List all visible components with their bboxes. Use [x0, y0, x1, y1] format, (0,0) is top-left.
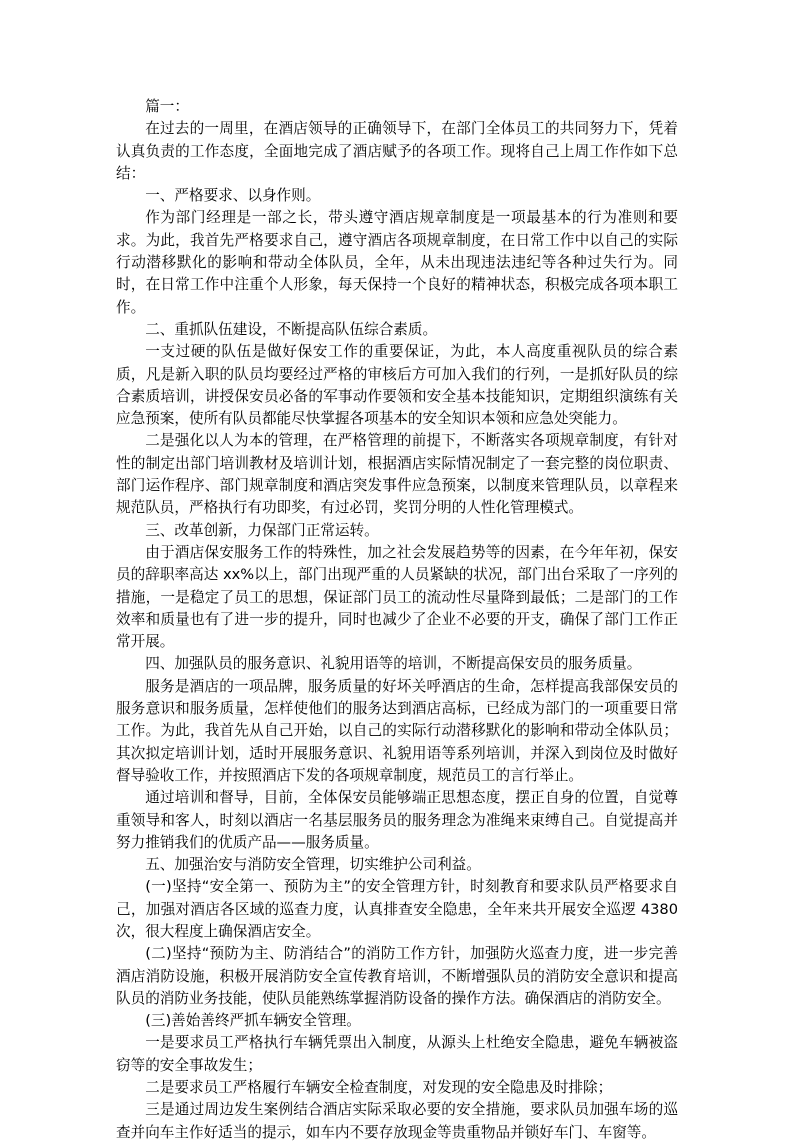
subsection-heading: (三)善始善终严抓车辆安全管理。: [145, 1012, 361, 1030]
section-heading: 二、重抓队伍建设，不断提高队伍综合素质。: [145, 320, 438, 338]
section-heading: 四、加强队员的服务意识、礼貌用语等的培训，不断提高保安员的服务质量。: [145, 655, 642, 673]
body-paragraph: 三是通过周边发生案例结合酒店实际采取必要的安全措施，要求队员加强车场的巡查并向车主作好适当的提示，如车内不要存放现金等贵重物品并锁好车门、车窗等。: [116, 1101, 678, 1141]
body-paragraph: 一是要求员工严格执行车辆凭票出入制度，从源头上杜绝安全隐患，避免车辆被盗窃等的安全事故发生；: [116, 1034, 678, 1074]
body-paragraph: 二是强化以人为本的管理，在严格管理的前提下，不断落实各项规章制度，有针对性的制定出部门培训教材及培训计划，根据酒店实际情况制定了一套完整的岗位职责、部门运作程序、部门规章制度和酒店突发事件应急预案，以制度来管理队员，以章程来规范队员，严格执行有功即奖，有过必罚，奖罚分明的人性化管理模式。: [116, 432, 678, 517]
body-paragraph: 一支过硬的队伍是做好保安工作的重要保证，为此，本人高度重视队员的综合素质，凡是新入职的队员均要经过严格的审核后方可加入我们的行列，一是抓好队员的综合素质培训，讲授保安员必备的军事动作要领和安全基本技能知识，定期组织演练有关应急预案，使所有队员都能尽快掌握各项基本的安全知识本领和应急处突能力。: [116, 343, 678, 428]
body-paragraph: 二是要求员工严格履行车辆安全检查制度，对发现的安全隐患及时排除；: [145, 1079, 613, 1097]
body-paragraph: 通过培训和督导，目前，全体保安员能够端正思想态度，摆正自身的位置，自觉尊重领导和客人，时刻以酒店一名基层服务员的服务理念为准绳来束缚自己。自觉提高并努力推销我们的优质产品——服务质量。: [116, 789, 678, 851]
section-heading: 篇一：: [145, 98, 189, 115]
body-paragraph: 在过去的一周里，在酒店领导的正确领导下，在部门全体员工的共同努力下，凭着认真负责的工作态度，全面地完成了酒店赋予的各项工作。现将自己上周工作作如下总结：: [116, 120, 678, 182]
body-paragraph: 服务是酒店的一项品牌，服务质量的好坏关呼酒店的生命，怎样提高我部保安员的服务意识和服务质量，怎样使他们的服务达到酒店高标，已经成为部门的一项重要日常工作。为此，我首先从自己开始，以自己的实际行动潜移默化的影响和带动全体队员；其次拟定培训计划，适时开展服务意识、礼貌用语等系列培训，并深入到岗位及时做好督导验收工作，并按照酒店下发的各项规章制度，规范员工的言行举止。: [116, 677, 678, 784]
section-heading: 五、加强治安与消防安全管理，切实维护公司利益。: [145, 856, 481, 874]
body-paragraph: 作为部门经理是一部之长，带头遵守酒店规章制度是一项最基本的行为准则和要求。为此，我首先严格要求自己，遵守酒店各项规章制度，在日常工作中以自己的实际行动潜移默化的影响和带动全体队员，全年，从未出现违法违纪等各种过失行为。同时，在日常工作中注重个人形象，每天保持一个良好的精神状态，积极完成各项本职工作。: [116, 209, 678, 316]
body-paragraph: 由于酒店保安服务工作的特殊性，加之社会发展趋势等的因素，在今年年初，保安员的辞职率高达 xx%以上，部门出现严重的人员紧缺的状况，部门出台采取了一序列的措施，一是稳定了员工的思想，保证部门员工的流动性尽量降到最低；二是部门的工作效率和质量也有了进一步的提升，同时也减少了企业不必要的开支，确保了部门工作正常开展。: [116, 543, 678, 651]
body-paragraph: (一)坚持“安全第一、预防为主”的安全管理方针，时刻教育和要求队员严格要求自己，加强对酒店各区域的巡查力度，认真排查安全隐患，全年来共开展安全巡逻 4380 次，很大程度上确保酒店安全。: [116, 878, 678, 940]
body-paragraph: (二)坚持“预防为主、防消结合”的消防工作方针，加强防火巡查力度，进一步完善酒店消防设施，积极开展消防安全宣传教育培训，不断增强队员的消防安全意识和提高队员的消防业务技能，使队员能熟练掌握消防设备的操作方法。确保酒店的消防安全。: [116, 945, 678, 1007]
document-body: [116, 96, 678, 1144]
section-heading: 一、严格要求、以身作则。: [145, 187, 321, 205]
section-heading: 三、改革创新，力保部门正常运转。: [145, 521, 379, 539]
